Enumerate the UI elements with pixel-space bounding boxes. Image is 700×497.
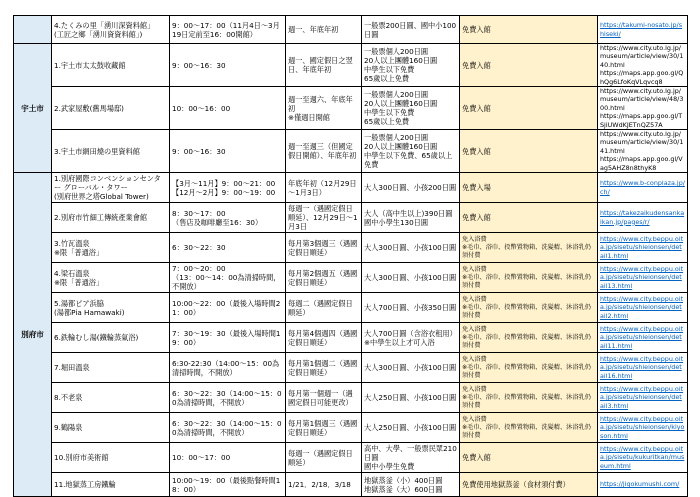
opening-hours-cell: 9：00～17：00（11月4日～3月19日定前至16：00開館）: [170, 16, 286, 44]
closed-days-cell: 每月第4個週四（遇國定假日順延）: [286, 323, 362, 353]
facility-name-cell: 10.別府市美術館: [52, 443, 170, 473]
url-cell[interactable]: https://jigokumushi.com/: [598, 473, 688, 497]
fee-cell: 一般票個人200日圓 20人以上團體160日圓 中學生以下免費 65歲以上免費: [362, 44, 460, 87]
facility-name-cell: 4.たくみの里「湧川深資料館」 (工匠之鄉「湧川資資料館」): [52, 16, 170, 44]
url-cell[interactable]: https://www.city.uto.lg.jp/museum/article/view/48/300.html https://maps.app.goo.gl/TSjiUWdKJETnQZ57A: [598, 87, 688, 130]
discount-cell: 免費入館: [460, 443, 598, 473]
opening-hours-cell: 6:30-22:30（14:00～15：00為清掃時間，不開放）: [170, 353, 286, 383]
url-cell[interactable]: https://www.city.beppu.oita.jp/sisetu/kukuritkan/museum.html: [598, 443, 688, 473]
facility-name-cell: 2.別府市竹細工傳統產業會館: [52, 203, 170, 233]
fee-cell: 大人250日圓、小孩100日圓: [362, 383, 460, 413]
facility-name-cell: 9.鶴陽泉: [52, 413, 170, 443]
discount-cell: 免費入館: [460, 130, 598, 173]
facility-name-cell: 11.地獄蒸工房鐵輪: [52, 473, 170, 497]
fee-cell: 大人700日圓（含浴衣租用） ※中學生以上才可入浴: [362, 323, 460, 353]
fee-cell: 大人250日圓、小孩100日圓: [362, 413, 460, 443]
fee-cell: 大人300日圓、小孩100日圓: [362, 233, 460, 263]
facility-name-cell: 8.不老泉: [52, 383, 170, 413]
closed-days-cell: 每週二（遇國定假日順延）: [286, 293, 362, 323]
discount-cell: 免費使用地獄蒸釜（食材須付費）: [460, 473, 598, 497]
facility-name-cell: 1.宇土市太太鼓收藏館: [52, 44, 170, 87]
opening-hours-cell: 9：00～16：30: [170, 130, 286, 173]
closed-days-cell: 每月第3個週三（遇國定假日順延）: [286, 233, 362, 263]
url-cell[interactable]: https://www.city.beppu.oita.jp/sisetu/shieionsen/detail3.html: [598, 383, 688, 413]
fee-cell: 大人（高中生以上)390日圓 國中小學生130日圓: [362, 203, 460, 233]
city-cell: 別府市: [14, 173, 52, 497]
url-cell[interactable]: https://www.city.beppu.oita.jp/sisetu/shieionsen/detail2.html: [598, 293, 688, 323]
facility-name-cell: 3.竹瓦溫泉 ※限「普通浴」: [52, 233, 170, 263]
table-row: [14, 173, 688, 203]
discount-cell: 免入浴費 ※毛巾、浴巾、投幣置物箱、洗髮精、沐浴乳仍須付費: [460, 323, 598, 353]
table-row: [14, 353, 688, 383]
closed-days-cell: 每月第一個週一（遇國定假日可能更改）: [286, 383, 362, 413]
closed-days-cell: 每月第1個週二（遇國定假日順延）: [286, 353, 362, 383]
opening-hours-cell: 6：30～22：30（14:00～15：00為清掃時間，不開放）: [170, 413, 286, 443]
fee-cell: 地獄蒸釜（小）400日圓 地獄蒸釜（大）600日圓: [362, 473, 460, 497]
url-cell[interactable]: https://www.city.beppu.oita.jp/sisetu/shieionsen/detail16.html: [598, 353, 688, 383]
table-row: [14, 383, 688, 413]
opening-hours-cell: 10:00～22：00（最後入場時間21：00）: [170, 293, 286, 323]
city-cell: 宇土市: [14, 44, 52, 173]
fee-cell: 大人300日圓、小孩100日圓: [362, 263, 460, 293]
fee-cell: 一般票200日圓、國中小100日圓: [362, 16, 460, 44]
opening-hours-cell: 8：30～17：00 （售店及咖啡廳至16：30）: [170, 203, 286, 233]
opening-hours-cell: 【3月～11月】9：00～21：00 【12月～2月】9：00～19：00: [170, 173, 286, 203]
attractions-table-wrapper: [13, 15, 688, 497]
closed-days-cell: 每月第2個週五（遇國定假日順延）: [286, 263, 362, 293]
table-row: [14, 203, 688, 233]
url-cell[interactable]: https://www.city.uto.lg.jp/museum/article/view/30/141.html https://maps.app.goo.gl/Vag5AHZ8n8thyK8: [598, 130, 688, 173]
discount-cell: 免入浴費 ※毛巾、浴巾、投幣置物箱、洗髮精、沐浴乳仍須付費: [460, 383, 598, 413]
fee-cell: 高中、大學、一般票民眾210日圓 國中小學生免費: [362, 443, 460, 473]
url-cell[interactable]: https://www.b-conplaza.jp/ch/: [598, 173, 688, 203]
facility-name-cell: 6.鉄輪むし湯(鐵輪蒸氣浴): [52, 323, 170, 353]
discount-cell: 免費入館: [460, 87, 598, 130]
closed-days-cell: 週一至週六、年底年初 ※僅週日開館: [286, 87, 362, 130]
table-row: [14, 473, 688, 497]
city-cell-empty: [14, 16, 52, 44]
discount-cell: 免入浴費 ※毛巾、浴巾、投幣置物箱、洗髮精、沐浴乳仍須付費: [460, 293, 598, 323]
url-cell[interactable]: https://takezaikudensankaikan.jp/pages/r/: [598, 203, 688, 233]
closed-days-cell: 每月第1個週三（遇國定假日順延）: [286, 413, 362, 443]
closed-days-cell: 1/21．2/18．3/18: [286, 473, 362, 497]
discount-cell: 免入浴費 ※毛巾、浴巾、投幣置物箱、洗髮精、沐浴乳仍須付費: [460, 413, 598, 443]
opening-hours-cell: 7：00～20：00 （13：00～14：00為清掃時間，不開放）: [170, 263, 286, 293]
facility-name-cell: 2.武家屋敷(舊馬場邸): [52, 87, 170, 130]
discount-cell: 免費入館: [460, 16, 598, 44]
facility-name-cell: 3.宇土市網田燒の里資料館: [52, 130, 170, 173]
discount-cell: 免入浴費 ※毛巾、浴巾、投幣置物箱、洗髮精、沐浴乳仍須付費: [460, 263, 598, 293]
opening-hours-cell: 9：00～16：30: [170, 44, 286, 87]
url-cell[interactable]: https://www.city.beppu.oita.jp/sisetu/shieionsen/detail11.html: [598, 323, 688, 353]
url-cell[interactable]: https://www.city.beppu.oita.jp/sisetu/shieionsen/detail13.html: [598, 263, 688, 293]
table-row: [14, 413, 688, 443]
discount-cell: 免入浴費 ※毛巾、浴巾、投幣置物箱、洗髮精、沐浴乳仍須付費: [460, 353, 598, 383]
fee-cell: 一般票個人200日圓 20人以上團體160日圓 中學生以下免費 65歲以上免費: [362, 87, 460, 130]
discount-cell: 免費入館: [460, 203, 598, 233]
closed-days-cell: 週一、國定假日之翌日、年底年初: [286, 44, 362, 87]
table-row: [14, 130, 688, 173]
table-row: [14, 16, 688, 44]
url-cell[interactable]: https://www.city.beppu.oita.jp/sisetu/shieionsen/detail1.html: [598, 233, 688, 263]
table-row: [14, 263, 688, 293]
table-row: [14, 293, 688, 323]
opening-hours-cell: 6：30～22：30: [170, 233, 286, 263]
closed-days-cell: 週一、年底年初: [286, 16, 362, 44]
discount-cell: 免費入場: [460, 173, 598, 203]
fee-cell: 大人300日圓、小孩200日圓: [362, 173, 460, 203]
closed-days-cell: 每週一（遇國定假日順延）、12月29日～1月3日: [286, 203, 362, 233]
table-row: [14, 233, 688, 263]
closed-days-cell: 週一至週三（但國定假日開館）、年底年初: [286, 130, 362, 173]
fee-cell: 大人300日圓、小孩100日圓: [362, 353, 460, 383]
opening-hours-cell: 6：30～22：30（14:00～15：00為清掃時間，不開放）: [170, 383, 286, 413]
facility-name-cell: 4.梁石溫泉 ※限「普通浴」: [52, 263, 170, 293]
table-row: [14, 443, 688, 473]
table-row: [14, 87, 688, 130]
closed-days-cell: 年底年初（12月29日～1月3日）: [286, 173, 362, 203]
facility-name-cell: 7.堀田溫泉: [52, 353, 170, 383]
url-cell[interactable]: https://www.city.uto.lg.jp/museum/article/view/30/140.html https://maps.app.goo.gl/QhQg6LfoKqVLqvcq8: [598, 44, 688, 87]
closed-days-cell: 每週一（遇國定假日順延）: [286, 443, 362, 473]
discount-cell: 免入浴費 ※毛巾、浴巾、投幣置物箱、洗髮精、沐浴乳仍須付費: [460, 233, 598, 263]
opening-hours-cell: 7：30～19：30（最後入場時間19：00）: [170, 323, 286, 353]
opening-hours-cell: 10：00～16：00: [170, 87, 286, 130]
table-row: [14, 323, 688, 353]
facility-name-cell: 1.別府國際コンベンションセンター グローバル・タワー (別府世界之塔Global Tower): [52, 173, 170, 203]
attractions-table: [13, 15, 688, 497]
opening-hours-cell: 10:00～19：00（最後點餐時間18：00）: [170, 473, 286, 497]
fee-cell: 一般票個人200日圓 20人以上團體160日圓 中學生以下免費、65歲以上免費: [362, 130, 460, 173]
discount-cell: 免費入館: [460, 44, 598, 87]
url-cell[interactable]: https://www.city.beppu.oita.jp/sisetu/shieionsen/kiyoson.html: [598, 413, 688, 443]
facility-name-cell: 5.湯都ピア浜脇 (湯都Pia Hamawaki): [52, 293, 170, 323]
table-row: [14, 44, 688, 87]
fee-cell: 大人700日圓、小孩350日圓: [362, 293, 460, 323]
opening-hours-cell: 10：00～17：00: [170, 443, 286, 473]
url-cell[interactable]: https://takumi-nosato.jp/shiseki/: [598, 16, 688, 44]
